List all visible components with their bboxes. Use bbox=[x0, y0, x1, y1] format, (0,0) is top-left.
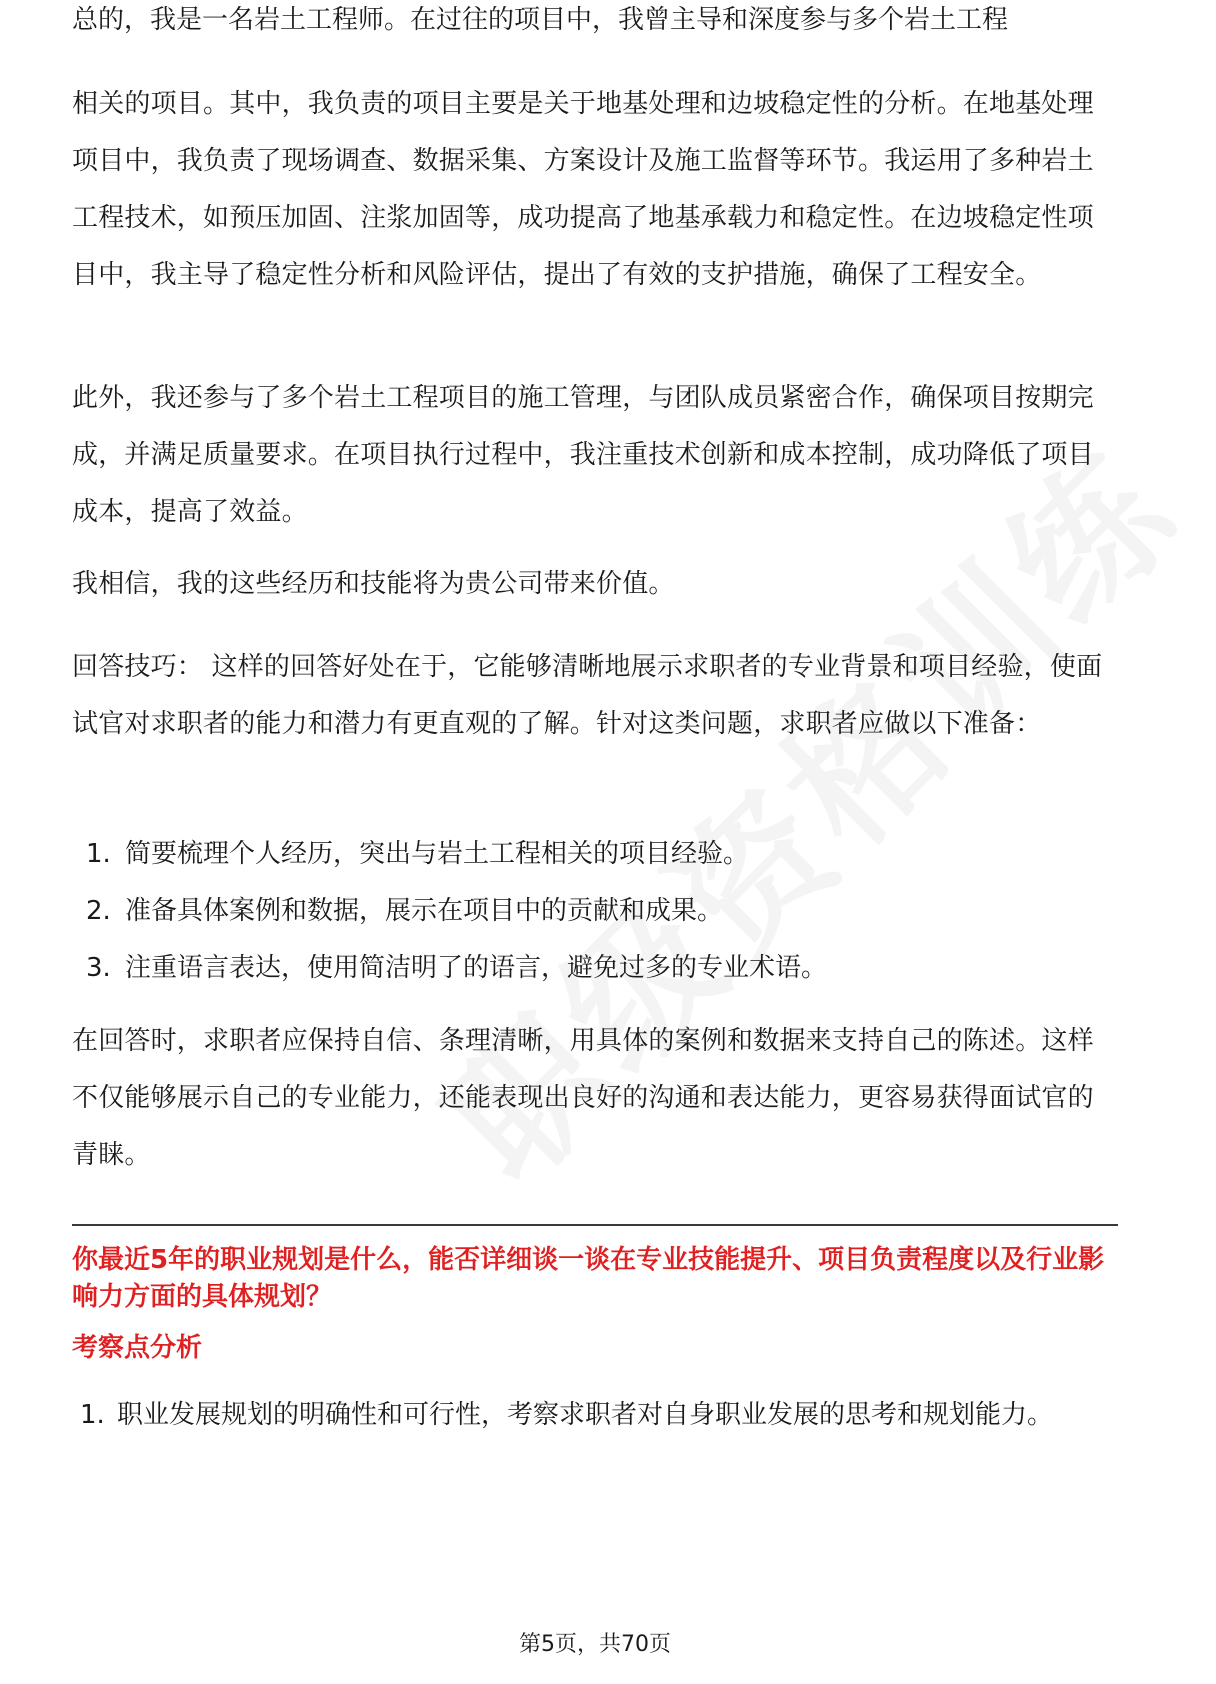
cut-off-text: 总的，我是一名岩土工程师。在过往的项目中，我曾主导和深度参与多个岩土工程 bbox=[72, 5, 1009, 35]
list-number: 1. bbox=[86, 839, 111, 869]
answer-body bbox=[72, 76, 1118, 304]
interview-question: 你最近5年的职业规划是什么，能否详细谈一谈在专业技能提升、项目负责程度以及行业影响力方面的具体规划？ bbox=[72, 1245, 1105, 1312]
list-item bbox=[72, 883, 1118, 940]
tips-list bbox=[72, 826, 1118, 997]
cut-off-top-line bbox=[72, 5, 1118, 66]
list-number: 2. bbox=[86, 896, 111, 926]
analysis-title: 考察点分析 bbox=[72, 1333, 203, 1363]
list-number: 1. bbox=[80, 1400, 105, 1430]
list-item-text: 简要梳理个人经历，突出与岩土工程相关的项目经验。 bbox=[125, 839, 750, 869]
list-item-text: 注重语言表达，使用简洁明了的语言，避免过多的专业术语。 bbox=[125, 953, 828, 983]
paragraph-answer-tips: 回答技巧： 这样的回答好处在于，它能够清晰地展示求职者的专业背景和项目经验，使面试官对求职者的能力和潜力有更直观的了解。针对这类问题，求职者应做以下准备： bbox=[72, 652, 1103, 739]
paragraph-closing: 在回答时，求职者应保持自信、条理清晰，用具体的案例和数据来支持自己的陈述。这样不仅能够展示自己的专业能力，还能表现出良好的沟通和表达能力，更容易获得面试官的青睐。 bbox=[72, 1026, 1094, 1170]
section-divider bbox=[72, 1224, 1118, 1226]
page-number: 第5页，共70页 bbox=[519, 1632, 671, 1657]
list-item bbox=[72, 826, 1118, 883]
analysis-list-wrap bbox=[72, 1387, 1118, 1444]
list-item-text: 职业发展规划的明确性和可行性，考察求职者对自身职业发展的思考和规划能力。 bbox=[117, 1400, 1054, 1430]
tips-list-wrap bbox=[72, 826, 1118, 997]
paragraph-belief: 我相信，我的这些经历和技能将为贵公司带来价值。 bbox=[72, 569, 675, 599]
paragraph-construction-management: 此外，我还参与了多个岩土工程项目的施工管理，与团队成员紧密合作，确保项目按期完成，并满足质量要求。在项目执行过程中，我注重技术创新和成本控制，成功降低了项目成本，提高了效益。 bbox=[72, 383, 1094, 527]
closing-wrap bbox=[72, 1013, 1118, 1184]
list-number: 3. bbox=[86, 953, 111, 983]
list-item bbox=[72, 940, 1118, 997]
list-item-text: 准备具体案例和数据，展示在项目中的贡献和成果。 bbox=[125, 896, 724, 926]
list-item bbox=[72, 1387, 1118, 1444]
answer-body-2 bbox=[72, 370, 1118, 541]
analysis-list bbox=[72, 1387, 1118, 1444]
answer-tips bbox=[72, 639, 1118, 753]
answer-body-3 bbox=[72, 556, 1118, 613]
paragraph-project-experience: 相关的项目。其中，我负责的项目主要是关于地基处理和边坡稳定性的分析。在地基处理项目中，我负责了现场调查、数据采集、方案设计及施工监督等环节。我运用了多种岩土工程技术，如预压加固、注浆加固等，成功提高了地基承载力和稳定性。在边坡稳定性项目中，我主导了稳定性分析和风险评估，提出了有效的支护措施，确保了工程安全。 bbox=[72, 89, 1094, 290]
